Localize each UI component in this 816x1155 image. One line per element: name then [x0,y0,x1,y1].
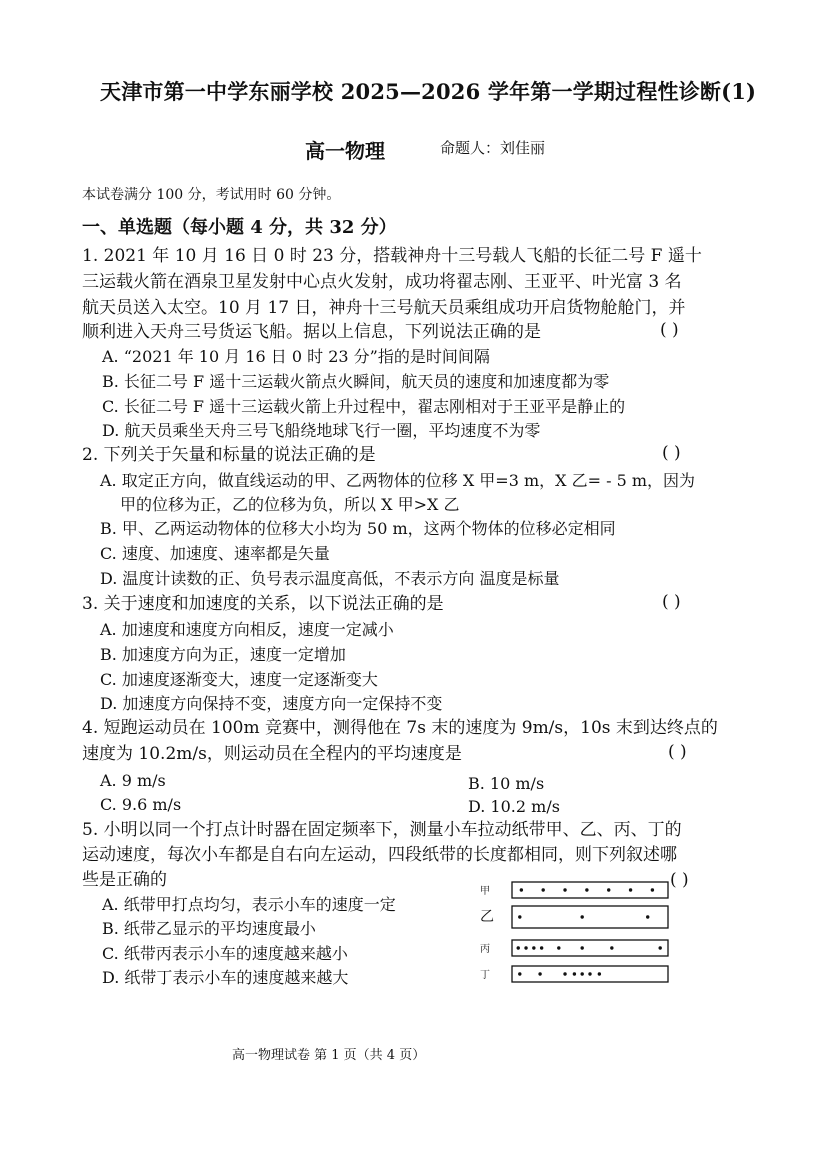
answer-paren-3: ( ) [662,592,681,612]
question-3-option-b: B. 加速度方向为正，速度一定增加 [100,645,346,664]
question-1-option-a: A. “2021 年 10 月 16 日 0 时 23 分”指的是时间间隔 [102,347,490,366]
question-3-option-a: A. 加速度和速度方向相反，速度一定减小 [100,620,394,639]
tape-dot [659,946,662,949]
tape-dot [581,972,584,975]
question-3-line-1: 3. 关于速度和加速度的关系，以下说法正确的是 [82,594,444,614]
question-5-option-d: D. 纸带丁表示小车的速度越来越大 [102,968,349,987]
subject-title: 高一物理 [305,139,385,163]
tape-dot [629,888,632,891]
question-1-option-d: D. 航天员乘坐天舟三号飞船绕地球飞行一圈，平均速度不为零 [102,421,541,440]
question-5-line-1: 5. 小明以同一个打点计时器在固定频率下，测量小车拉动纸带甲、乙、丙、丁的 [82,820,682,840]
tape-dot [518,915,521,918]
author-line: 命题人：刘佳丽 [440,139,546,157]
tape-dot [518,972,521,975]
tape-label-0: 甲 [480,886,490,897]
question-4-line-1: 4. 短跑运动员在 100m 竞赛中，测得他在 7s 末的速度为 9m/s，10s 末到达终点的 [82,718,718,738]
question-4-option-c: C. 9.6 m/s [100,795,182,814]
answer-paren-5: ( ) [670,870,689,890]
tape-dot [598,972,601,975]
question-2-option-d: D. 温度计读数的正、负号表示温度高低，不表示方向 温度是标量 [100,569,560,588]
question-4-option-d: D. 10.2 m/s [468,797,560,816]
question-5-option-a: A. 纸带甲打点均匀，表示小车的速度一定 [102,895,396,914]
tape-label-1: 乙 [480,909,494,925]
section-heading: 一、单选题（每小题 4 分，共 32 分） [82,217,397,238]
tape-label-3: 丁 [480,970,490,981]
tape-dot [573,972,576,975]
question-4-option-a: A. 9 m/s [100,771,166,790]
exam-title: 天津市第一中学东丽学校 2025—2026 学年第一学期过程性诊断(1) [100,79,757,104]
question-4-line-2: 速度为 10.2m/s，则运动员在全程内的平均速度是 [82,744,462,764]
question-1-option-b: B. 长征二号 F 遥十三运载火箭点火瞬间，航天员的速度和加速度都为零 [102,372,610,391]
tape-dot [585,888,588,891]
tape-dot [563,972,566,975]
exam-note: 本试卷满分 100 分，考试用时 60 分钟。 [82,187,341,203]
question-5-line-3: 些是正确的 [82,870,167,890]
question-1-line-4: 顺利进入天舟三号货运飞船。据以上信息，下列说法正确的是 [82,322,541,342]
tape-dot [581,946,584,949]
tape-dot [557,946,560,949]
tape-label-2: 丙 [480,944,490,955]
tape-dot [517,946,520,949]
answer-paren-2: ( ) [662,443,681,463]
page-footer: 高一物理试卷 第 1 页（共 4 页） [232,1048,426,1063]
tape-dot [538,972,541,975]
question-5-option-c: C. 纸带丙表示小车的速度越来越小 [102,944,348,963]
tape-dot [651,888,654,891]
question-1-line-2: 三运载火箭在酒泉卫星发射中心点火发射，成功将翟志刚、王亚平、叶光富 3 名 [82,272,682,292]
tape-dot [646,915,649,918]
question-2-option-c: C. 速度、加速度、速率都是矢量 [100,544,330,563]
question-5-option-b: B. 纸带乙显示的平均速度最小 [102,919,316,938]
tape-dot [540,946,543,949]
tape-dot [563,888,566,891]
paper-tape-diagram [476,878,676,990]
question-2-option-a-cont: 甲的位移为正，乙的位移为负，所以 X 甲>X 乙 [120,495,460,514]
question-1-line-1: 1. 2021 年 10 月 16 日 0 时 23 分，搭载神舟十三号载人飞船的长征二号 F 遥十 [82,246,702,266]
question-2-line-1: 2. 下列关于矢量和标量的说法正确的是 [82,445,376,465]
paper-tape-0 [512,882,668,898]
question-2-option-a: A. 取定正方向，做直线运动的甲、乙两物体的位移 X 甲=3 m，X 乙= - 5 m，因为 [100,471,696,490]
question-5-line-2: 运动速度，每次小车都是自右向左运动，四段纸带的长度都相同，则下列叙述哪 [82,845,677,865]
question-1-option-c: C. 长征二号 F 遥十三运载火箭上升过程中，翟志刚相对于王亚平是静止的 [102,397,626,416]
answer-paren-1: ( ) [660,320,679,340]
question-1-line-3: 航天员送入太空。10 月 17 日，神舟十三号航天员乘组成功开启货物舱舱门，并 [82,298,686,318]
question-3-option-d: D. 加速度方向保持不变，速度方向一定保持不变 [100,694,443,713]
tape-dot [524,946,527,949]
tape-dot [532,946,535,949]
question-4-option-b: B. 10 m/s [468,774,545,793]
tape-dot [542,888,545,891]
paper-tape-1 [512,906,668,928]
answer-paren-4: ( ) [668,742,687,762]
tape-dot [610,946,613,949]
tape-dot [520,888,523,891]
tape-dot [581,915,584,918]
question-3-option-c: C. 加速度逐渐变大，速度一定逐渐变大 [100,670,378,689]
question-2-option-b: B. 甲、乙两运动物体的位移大小均为 50 m，这两个物体的位移必定相同 [100,519,616,538]
tape-dot [588,972,591,975]
tape-dot [607,888,610,891]
